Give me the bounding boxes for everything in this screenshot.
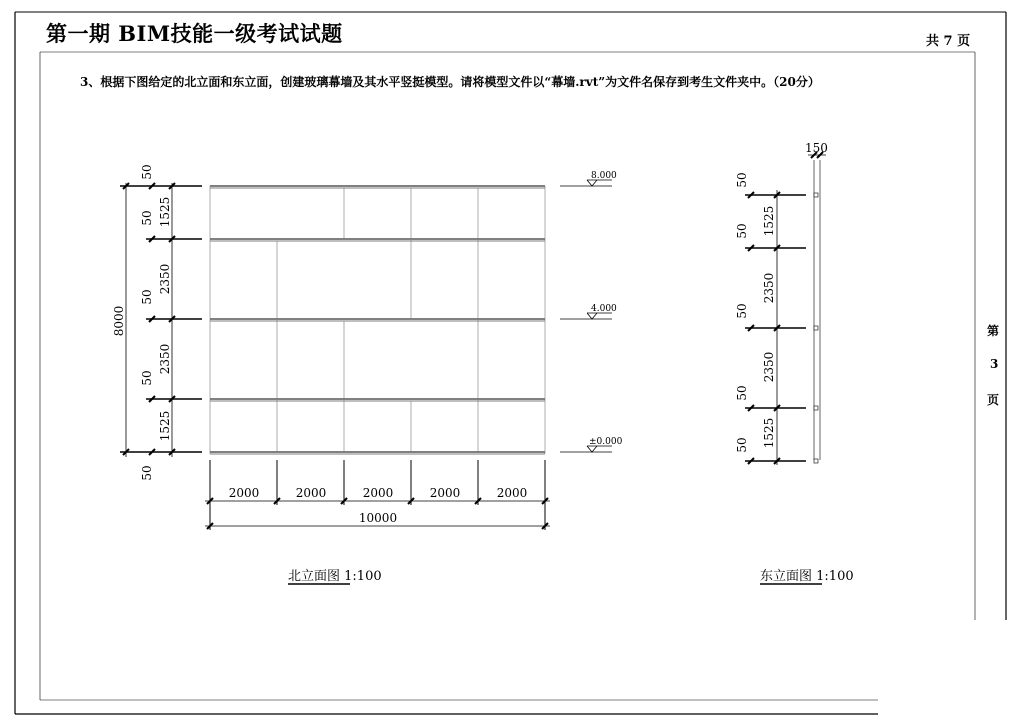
level-label-8000: 8.000 bbox=[591, 171, 617, 181]
north-dim-v2: 50 bbox=[140, 210, 154, 226]
east-dim-v4: 50 bbox=[735, 303, 749, 319]
north-dim-h3: 2000 bbox=[429, 486, 461, 500]
level-label-0000: ±0.000 bbox=[589, 437, 623, 447]
north-dim-h1: 2000 bbox=[295, 486, 327, 500]
east-dim-v7: 1525 bbox=[762, 417, 776, 449]
north-caption-scale: 1:100 bbox=[344, 569, 382, 584]
side-page-number: 3 bbox=[990, 357, 999, 371]
page-title: 第一期 BIM技能一级考试试题 bbox=[46, 21, 343, 46]
north-dim-h2: 2000 bbox=[362, 486, 394, 500]
east-dim-v6: 50 bbox=[735, 385, 749, 401]
side-page-prefix: 第 bbox=[987, 324, 1000, 338]
question-text: 3、根据下图给定的北立面和东立面，创建玻璃幕墙及其水平竖挺模型。请将模型文件以“幕墙.rvt”为文件名保存到考生文件夹中。（20分） bbox=[80, 75, 820, 89]
east-dim-v1: 1525 bbox=[762, 205, 776, 237]
total-pages: 共 7 页 bbox=[926, 34, 971, 49]
east-dim-v5: 2350 bbox=[762, 351, 776, 383]
north-caption-title: 北立面图 bbox=[288, 569, 341, 584]
north-total-width: 10000 bbox=[358, 511, 398, 525]
east-dim-v0: 50 bbox=[735, 172, 749, 188]
level-label-4000: 4.000 bbox=[591, 304, 617, 314]
north-dim-v6: 50 bbox=[140, 370, 154, 386]
east-dim-v2: 50 bbox=[735, 223, 749, 239]
east-thickness-label: 150 bbox=[805, 141, 828, 155]
side-page-suffix: 页 bbox=[987, 393, 1000, 407]
north-dim-v4: 50 bbox=[140, 289, 154, 305]
north-dim-v3: 2350 bbox=[158, 263, 172, 295]
north-dim-v1: 1525 bbox=[158, 196, 172, 228]
east-dim-v8: 50 bbox=[735, 437, 749, 453]
east-transom-boxes bbox=[814, 193, 818, 463]
north-dim-v5: 2350 bbox=[158, 343, 172, 375]
east-wall bbox=[814, 160, 820, 460]
east-caption-title: 东立面图 bbox=[760, 569, 813, 584]
north-dim-h0: 2000 bbox=[228, 486, 260, 500]
east-dim-v3: 2350 bbox=[762, 272, 776, 304]
east-caption-scale: 1:100 bbox=[816, 569, 854, 584]
north-dim-v0: 50 bbox=[140, 164, 154, 180]
north-dim-v7: 1525 bbox=[158, 410, 172, 442]
north-dim-h4: 2000 bbox=[496, 486, 528, 500]
north-total-height: 8000 bbox=[112, 305, 126, 337]
east-elevation-caption bbox=[760, 565, 854, 584]
north-dim-v8: 50 bbox=[140, 465, 154, 481]
